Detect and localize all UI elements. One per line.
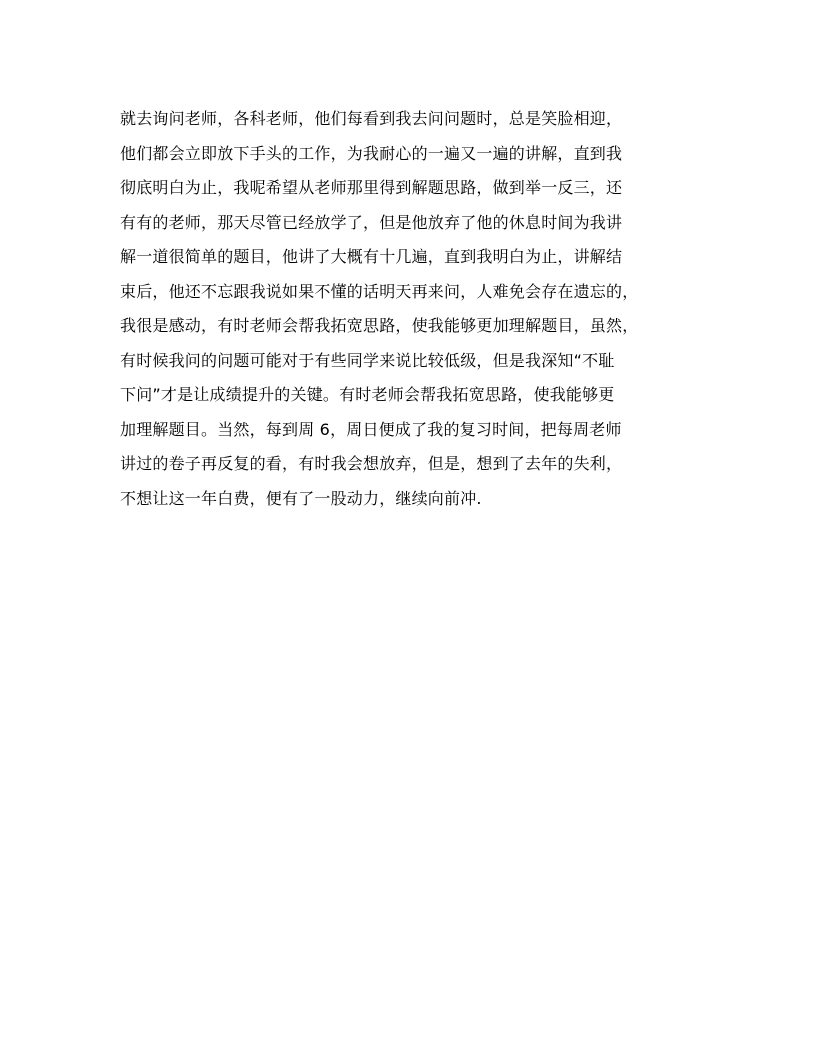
- paragraph-line-2: 他们都会立即放下手头的工作，为我耐心的一遍又一遍的讲解，直到我: [120, 143, 623, 163]
- paragraph-line-12: 不想让这一年白费，便有了一股动力，继续向前冲.: [120, 488, 482, 508]
- paragraph-line-11: 讲过的卷子再反复的看，有时我会想放弃，但是，想到了去年的失利，: [120, 454, 623, 473]
- paragraph-line-7: 我很是感动，有时老师会帮我拓宽思路，使我能够更加理解题目，虽然，: [120, 316, 639, 335]
- body-paragraph: [120, 102, 710, 516]
- paragraph-line-1: 就去询问老师，各科老师，他们每看到我去问问题时，总是笑脸相迎，: [120, 109, 623, 128]
- paragraph-line-9: 下问”才是让成绩提升的关键。有时老师会帮我拓宽思路，使我能够更: [120, 385, 615, 404]
- paragraph-line-5: 解一道很简单的题目，他讲了大概有十几遍，直到我明白为止，讲解结: [120, 247, 623, 266]
- paragraph-line-3: 彻底明白为止，我呢希望从老师那里得到解题思路，做到举一反三，还: [120, 178, 623, 197]
- paragraph-line-8: 有时候我问的问题可能对于有些同学来说比较低级，但是我深知“不耻: [120, 350, 615, 370]
- paragraph-line-10: 加理解题目。当然，每到周 6，周日便成了我的复习时间，把每周老师: [120, 419, 622, 439]
- paragraph-line-6: 束后，他还不忘跟我说如果不懂的话明天再来问，人难免会存在遗忘的，: [120, 281, 639, 301]
- paragraph-line-4: 有有的老师，那天尽管已经放学了，但是他放弃了他的休息时间为我讲: [120, 212, 623, 232]
